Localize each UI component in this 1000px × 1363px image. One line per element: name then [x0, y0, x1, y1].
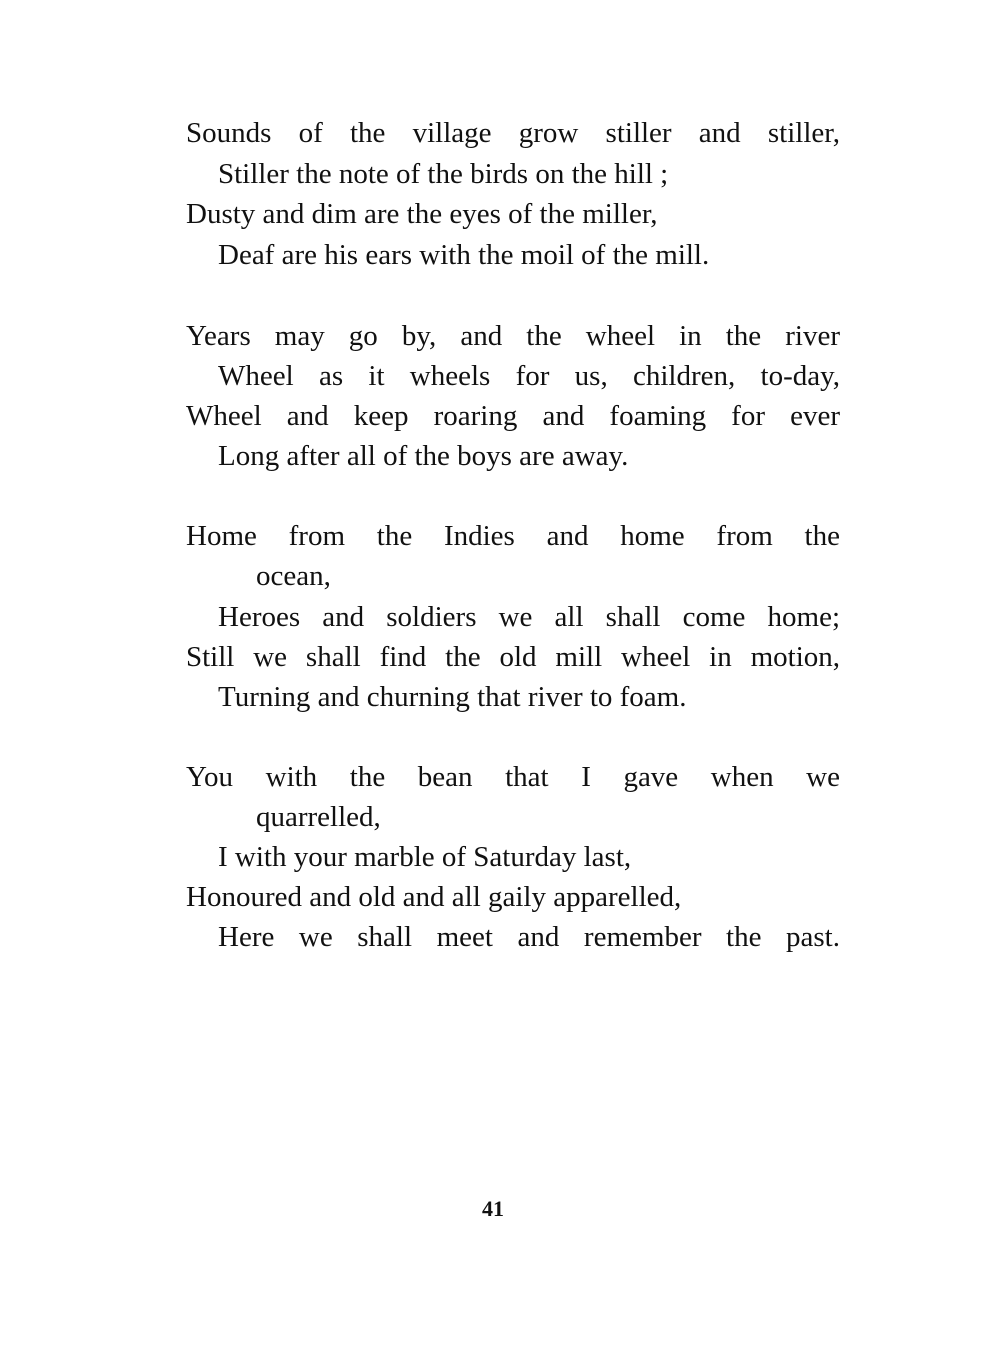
poem-line: quarrelled, [256, 801, 381, 833]
poem-line: I with your marble of Saturday last, [218, 841, 632, 873]
poem-line: Wheel as it wheels for us, children, to-day, [218, 360, 840, 392]
page-number: 41 [482, 1196, 504, 1221]
poem-line: Turning and churning that river to foam. [218, 681, 687, 713]
poem-line: Sounds of the village grow stiller and stiller, [186, 117, 840, 149]
poem-line: You with the bean that I gave when we [186, 761, 840, 793]
poem-line: Heroes and soldiers we all shall come home; [218, 601, 840, 633]
poem-line: Stiller the note of the birds on the hill ; [218, 158, 669, 190]
poem-line: Wheel and keep roaring and foaming for ever [186, 400, 840, 432]
poem-line: Deaf are his ears with the moil of the mill. [218, 239, 710, 271]
poem-line: Dusty and dim are the eyes of the miller, [186, 198, 658, 230]
poem-line: Long after all of the boys are away. [218, 440, 629, 472]
poem-line: Home from the Indies and home from the [186, 520, 840, 552]
poem-line: Honoured and old and all gaily apparelled, [186, 881, 682, 913]
poem-line: Still we shall find the old mill wheel in motion, [186, 641, 840, 673]
poem-line: Here we shall meet and remember the past. [218, 921, 840, 953]
poem-line: ocean, [256, 560, 331, 592]
poem-line: Years may go by, and the wheel in the river [186, 320, 840, 352]
